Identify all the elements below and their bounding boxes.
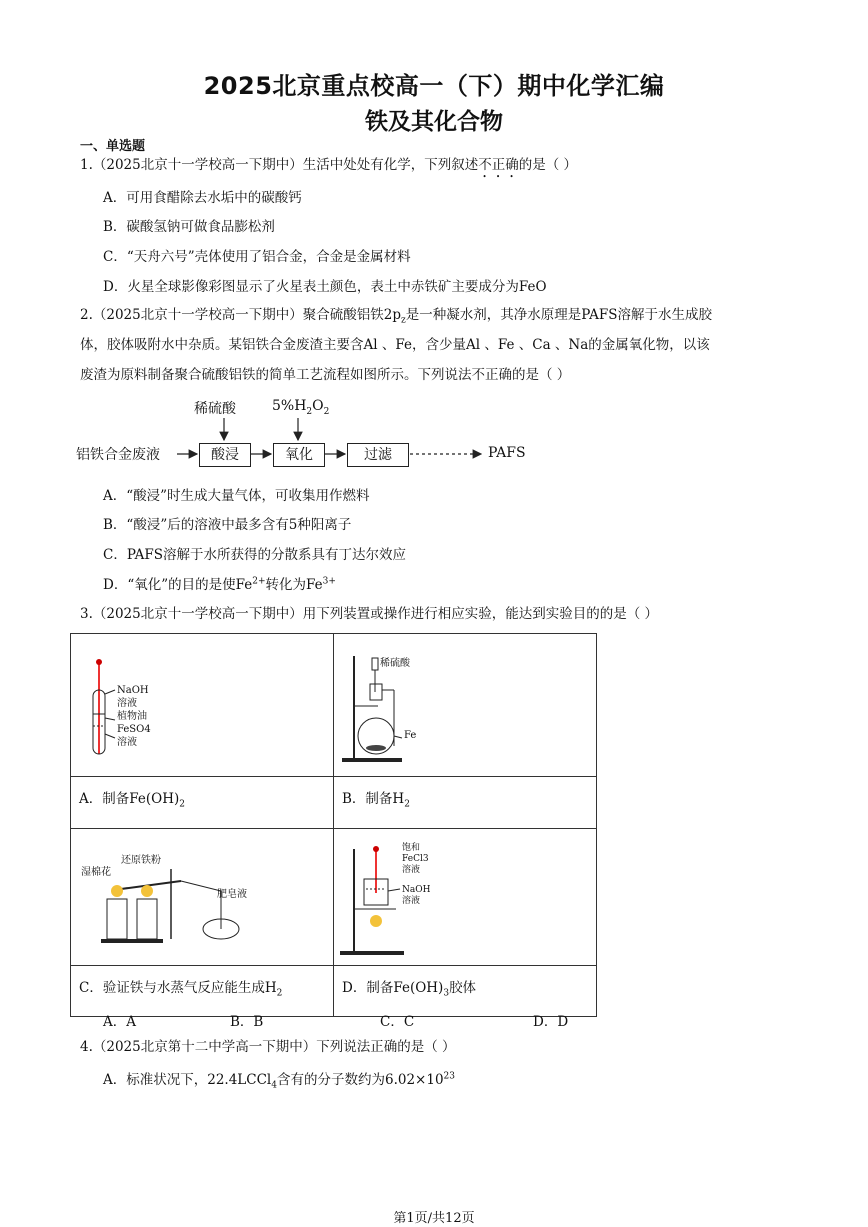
image-a-label: 溶液: [117, 698, 137, 709]
image-d-label: FeCl3: [402, 853, 429, 864]
image-a-label: 溶液: [117, 737, 137, 748]
caption-a-text: A．制备Fe(OH): [79, 791, 180, 807]
q2-line-3: 废渣为原料制备聚合硫酸铝铁的简单工艺流程如图所示。下列说法不正确的是（ ）: [80, 367, 571, 383]
image-c-label-iron: 还原铁粉: [121, 854, 161, 866]
q2-option-d-sup: 3+: [322, 576, 336, 587]
image-a-label: FeSO4: [117, 724, 151, 735]
test-tube-diagram: [71, 634, 325, 776]
caption-c-text: C．验证铁与水蒸气反应能生成H: [79, 979, 277, 996]
experiment-image-c: [71, 829, 333, 965]
image-d-label: NaOH: [402, 884, 431, 895]
flow-diagram: [76, 398, 536, 470]
experiment-image-d: [334, 829, 596, 965]
q2-option-a: A．“酸浸”时生成大量气体，可收集用作燃料: [103, 488, 370, 504]
document-subtitle: 铁及其化合物: [365, 109, 503, 135]
document-title: 2025北京重点校高一（下）期中化学汇编: [203, 72, 665, 100]
q3-answer-d: D．D: [533, 1014, 569, 1030]
caption-d-text: D．制备Fe(OH): [342, 979, 444, 996]
image-c-label-soap: 肥皂液: [217, 888, 247, 900]
q1-stem-part: 的是（ ）: [518, 157, 578, 173]
q4-option-a: [103, 1068, 455, 1091]
flow-reagent-peroxide-sub: 2: [306, 406, 313, 417]
experiment-image-c-cell: [71, 828, 334, 965]
q1-emphasis: 不正确: [478, 157, 519, 173]
caption-d-text: 胶体: [449, 979, 477, 996]
flow-box-leach: 酸浸: [199, 443, 251, 467]
image-a-label: NaOH: [117, 685, 149, 696]
flow-reagent-peroxide-sub: 2: [323, 406, 330, 417]
q2-option-b: B．“酸浸”后的溶液中最多含有5种阳离子: [103, 517, 352, 533]
q2-stem-part: 是一种凝水剂，其净水原理是PAFS溶解于水生成胶: [405, 307, 712, 323]
caption-b-text: B．制备H: [342, 791, 405, 807]
q2-option-d-part: 转化为Fe: [265, 577, 323, 593]
caption-b-sub: 2: [404, 799, 410, 810]
experiment-table: [70, 633, 597, 1017]
q1-option-c: C．“天舟六号”壳体使用了铝合金，合金是金属材料: [103, 249, 411, 265]
image-d-labels-top: [402, 843, 429, 876]
flow-reagent-acid: 稀硫酸: [194, 401, 236, 417]
q2-stem-part: 2.（2025北京十一学校高一下期中）聚合硫酸铝铁: [80, 307, 384, 323]
image-d-labels-bottom: [402, 885, 430, 907]
question-1-stem: [80, 150, 800, 181]
image-d-label: 溶液: [402, 864, 421, 875]
q4-option-a-part: 含有的分子数约为6.02×10: [276, 1072, 444, 1088]
q4-option-a-sup: 23: [443, 1071, 455, 1082]
q2-option-d-sup: 2+: [252, 576, 266, 587]
q1-option-a: A．可用食醋除去水垢中的碳酸钙: [103, 190, 302, 206]
experiment-image-b: [334, 634, 596, 776]
q1-option-d: D．火星全球影像彩图显示了火星表土颜色，表土中赤铁矿主要成分为FeO: [103, 279, 547, 295]
experiment-image-a-cell: [71, 634, 334, 777]
q1-stem-part: 1.（2025北京十一学校高一下期中）生活中处处有化学，下列叙述: [80, 157, 479, 173]
section-heading: 一、单选题: [80, 139, 146, 154]
option-a-caption: [71, 777, 334, 829]
q4-option-a-part: A．标准状况下，22.4LCCl: [103, 1072, 272, 1088]
flow-end: PAFS: [488, 445, 526, 461]
q3-answer-c: C．C: [380, 1014, 415, 1030]
q1-option-b: B．碳酸氢钠可做食品膨松剂: [103, 219, 275, 235]
image-c-label-cotton: 湿棉花: [81, 866, 111, 878]
q3-answer-a: A．A: [103, 1014, 136, 1030]
flask-diagram: [334, 634, 588, 776]
steam-reaction-diagram: [71, 829, 325, 965]
image-b-label-fe: Fe: [404, 730, 417, 741]
question-3-stem: 3.（2025北京十一学校高一下期中）用下列装置或操作进行相应实验，能达到实验目的的是（ ）: [80, 606, 659, 622]
experiment-image-b-cell: [334, 634, 597, 777]
experiment-image-a: [71, 634, 333, 776]
q2-option-d-part: D．“氧化”的目的是使Fe: [103, 577, 253, 593]
page-footer: 第1页/共12页: [393, 1211, 475, 1226]
q4-option-a-sub: 4: [271, 1080, 277, 1091]
q2-line-2: 体，胶体吸附水中杂质。某铝铁合金废渣主要含Al 、Fe，含少量Al 、Fe 、Ca 、Na的金属氧化物，以该: [80, 337, 710, 353]
q3-answer-b: B．B: [230, 1014, 264, 1030]
colloid-diagram: [334, 829, 588, 965]
caption-d-sub: 3: [443, 988, 450, 999]
q3-answer-options: [0, 1010, 868, 1030]
flow-start: 铝铁合金废液: [76, 447, 160, 463]
flow-box-oxidize: 氧化: [273, 443, 325, 467]
option-b-caption: [334, 777, 597, 829]
flow-reagent-peroxide-part: O: [312, 398, 324, 414]
flow-reagent-peroxide-part: 5%H: [272, 398, 307, 414]
q2-option-d: [103, 573, 336, 593]
image-a-labels: [117, 684, 151, 749]
q2-option-c: C．PAFS溶解于水所获得的分散系具有丁达尔效应: [103, 547, 407, 563]
caption-c-sub: 2: [276, 988, 283, 999]
image-d-label: 饱和: [402, 842, 421, 853]
question-4-stem: 4.（2025北京第十二中学高一下期中）下列说法正确的是（ ）: [80, 1039, 456, 1055]
caption-a-sub: 2: [179, 799, 185, 810]
image-b-label-acid: 稀硫酸: [380, 658, 410, 669]
q2-formula: $2p_z$: [383, 307, 406, 326]
image-d-label: 溶液: [402, 895, 421, 906]
flow-box-filter: 过滤: [347, 443, 409, 467]
experiment-image-d-cell: [334, 828, 597, 965]
image-a-label: 植物油: [117, 711, 147, 722]
